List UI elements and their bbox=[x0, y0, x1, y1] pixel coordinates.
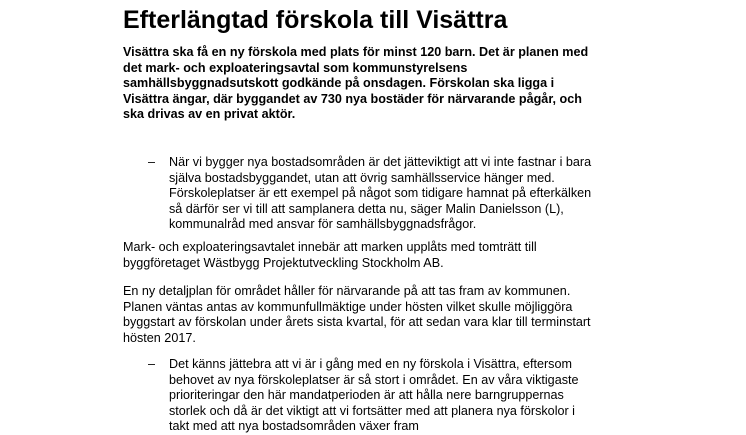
paragraph-lease: Mark- och exploateringsavtalet innebär att marken upplåts med tomträtt till byggföretaget Wästbygg Projektutveckling Stockholm AB. bbox=[123, 240, 537, 270]
quote-dash: – bbox=[148, 155, 156, 169]
article-lead: Visättra ska få en ny förskola med plats för minst 120 barn. Det är planen med det mark- och exploateringsavtal som kommunstyrelsens samhällsbyggnadsutskott godkände på onsdagen. Förskolan ska ligga i Visättra ängar, där byggandet av 730 nya bostäder för närvarande pågår, och ska drivas av en privat aktör. bbox=[123, 45, 589, 122]
article-title: Efterlängtad förskola till Visättra bbox=[123, 6, 508, 34]
paragraph-detailplan: En ny detaljplan för området håller för närvarande på att tas fram av kommunen. Planen väntas antas av kommunfullmäktige under hösten vilket skulle möjliggöra byggstart av förskolan under årets sista kvartal, för att sedan vara klar till terminstart hösten 2017. bbox=[123, 284, 591, 345]
quote-text: Det känns jättebra att vi är i gång med en ny förskola i Visättra, eftersom behovet av nya förskoleplatser är så stort i området. En av våra viktigaste prioriteringar den här mandatperioden är att hålla nere barngruppernas storlek och då är det viktigt att vi fortsätter med att planera nya förskolor i takt med att nya bostadsområden växer fram bbox=[169, 357, 579, 434]
quote-dash: – bbox=[148, 357, 156, 371]
quote-text: När vi bygger nya bostadsområden är det jätteviktigt att vi inte fastnar i bara själva bostadsbyggandet, utan att övrig samhällsservice hänger med. Förskoleplatser är ett exempel på något som tidigare hamnat på efterkälken så därför ser vi till att samplanera detta nu, säger Malin Danielsson (L), kommunalråd med ansvar för samhällsbyggnadsfrågor. bbox=[169, 155, 592, 232]
